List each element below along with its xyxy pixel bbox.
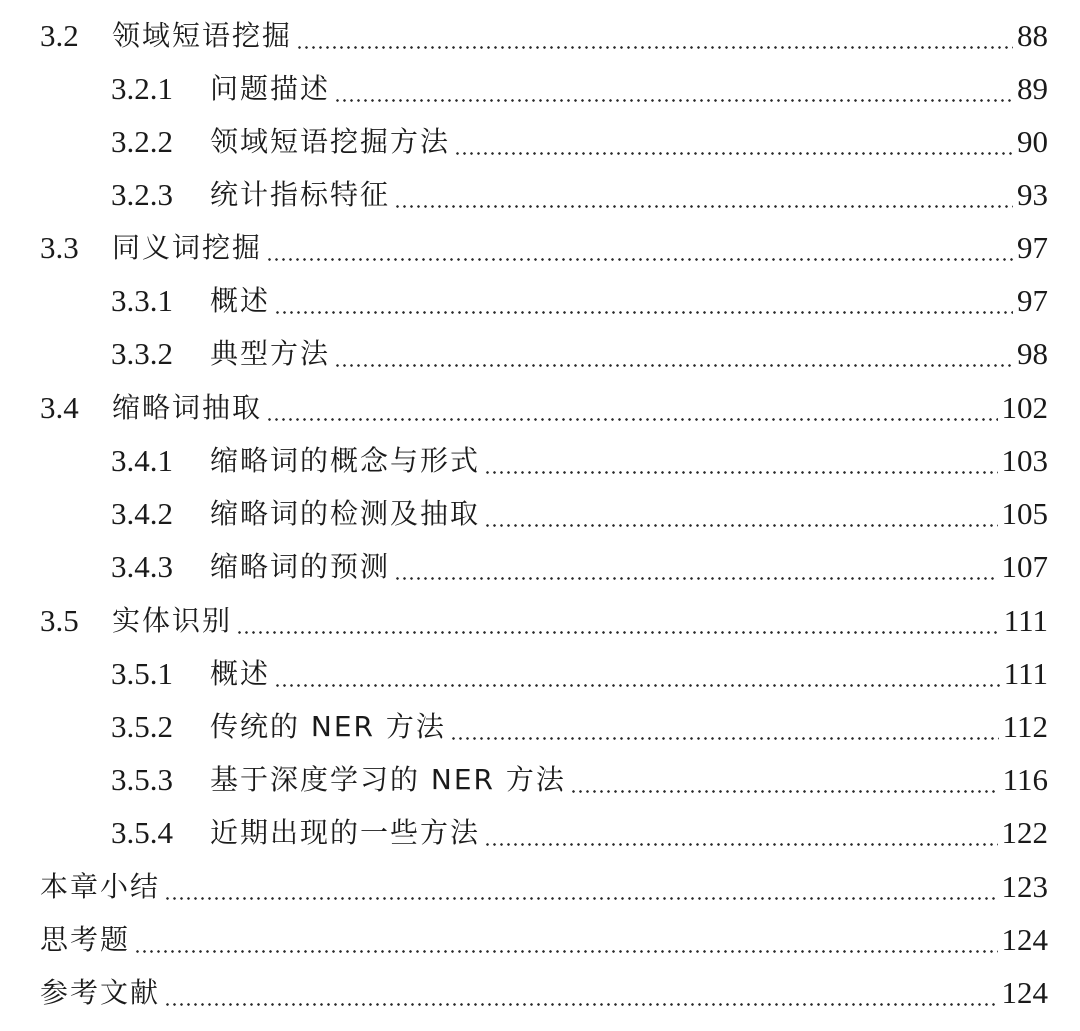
page-number: 124	[1001, 975, 1048, 1010]
page-number: 105	[1001, 496, 1048, 531]
section-title: 本章小结	[40, 870, 161, 903]
dot-leader	[484, 843, 997, 846]
section-title: 传统的 NER 方法	[210, 710, 446, 743]
dot-leader	[394, 205, 1013, 208]
dot-leader	[484, 471, 997, 474]
toc-entry[interactable]	[0, 807, 1080, 859]
toc-entry[interactable]	[0, 861, 1080, 913]
toc-entry[interactable]	[0, 222, 1080, 274]
toc-entry[interactable]	[0, 328, 1080, 380]
section-number: 3.5.3	[111, 762, 173, 797]
page-number: 124	[1001, 922, 1048, 957]
dot-leader	[454, 152, 1013, 155]
toc-entry[interactable]	[0, 10, 1080, 62]
page-number: 116	[1002, 762, 1048, 797]
dot-leader	[164, 897, 997, 900]
page-number: 112	[1002, 709, 1048, 744]
page-number: 98	[1017, 336, 1048, 371]
dot-leader	[134, 950, 997, 953]
section-title: 领域短语挖掘方法	[210, 125, 451, 158]
section-title: 领域短语挖掘	[112, 19, 293, 52]
section-number: 3.4.1	[111, 443, 173, 478]
dot-leader	[484, 524, 997, 527]
toc-entry[interactable]	[0, 701, 1080, 753]
section-title: 统计指标特征	[210, 178, 391, 211]
section-title: 近期出现的一些方法	[210, 816, 481, 849]
section-number: 3.4.3	[111, 549, 173, 584]
toc-entry[interactable]	[0, 169, 1080, 221]
section-title: 概述	[210, 657, 271, 690]
toc-entry[interactable]	[0, 914, 1080, 966]
toc-entry[interactable]	[0, 382, 1080, 434]
section-title: 缩略词的检测及抽取	[210, 497, 481, 530]
page-number: 88	[1017, 18, 1048, 53]
section-title: 概述	[210, 284, 271, 317]
page-number: 89	[1017, 71, 1048, 106]
toc-entry[interactable]	[0, 541, 1080, 593]
toc-entry[interactable]	[0, 275, 1080, 327]
section-number: 3.5	[40, 603, 79, 638]
page-number: 97	[1017, 230, 1048, 265]
toc-entry[interactable]	[0, 967, 1080, 1019]
section-number: 3.5.4	[111, 815, 173, 850]
section-title: 问题描述	[210, 72, 331, 105]
section-number: 3.2.1	[111, 71, 173, 106]
section-number: 3.3.2	[111, 336, 173, 371]
dot-leader	[236, 631, 1000, 634]
page-number: 111	[1003, 656, 1048, 691]
page-number: 123	[1001, 869, 1048, 904]
page-number: 107	[1001, 549, 1048, 584]
toc-entry[interactable]	[0, 754, 1080, 806]
section-number: 3.4	[40, 390, 79, 425]
section-number: 3.2	[40, 18, 79, 53]
section-title: 同义词挖掘	[112, 231, 263, 264]
section-number: 3.3.1	[111, 283, 173, 318]
section-title: 缩略词的概念与形式	[210, 444, 481, 477]
section-title: 缩略词抽取	[112, 391, 263, 424]
section-number: 3.5.2	[111, 709, 173, 744]
toc-entry[interactable]	[0, 595, 1080, 647]
dot-leader	[334, 99, 1013, 102]
toc-entry[interactable]	[0, 63, 1080, 115]
section-number: 3.5.1	[111, 656, 173, 691]
section-number: 3.3	[40, 230, 79, 265]
dot-leader	[394, 577, 997, 580]
toc-entry[interactable]	[0, 488, 1080, 540]
section-title: 参考文献	[40, 976, 161, 1009]
section-title: 典型方法	[210, 337, 331, 370]
page-number: 97	[1017, 283, 1048, 318]
dot-leader	[570, 790, 999, 793]
section-title: 基于深度学习的 NER 方法	[210, 763, 566, 796]
dot-leader	[266, 418, 997, 421]
dot-leader	[274, 311, 1013, 314]
page-number: 102	[1001, 390, 1048, 425]
toc-entry[interactable]	[0, 435, 1080, 487]
section-title: 实体识别	[112, 604, 233, 637]
section-title: 思考题	[40, 923, 131, 956]
page-number: 103	[1001, 443, 1048, 478]
dot-leader	[274, 684, 1000, 687]
dot-leader	[266, 258, 1013, 261]
section-number: 3.4.2	[111, 496, 173, 531]
page-number: 122	[1001, 815, 1048, 850]
toc-entry[interactable]	[0, 648, 1080, 700]
dot-leader	[164, 1003, 997, 1006]
section-title: 缩略词的预测	[210, 550, 391, 583]
toc-entry[interactable]	[0, 116, 1080, 168]
dot-leader	[450, 737, 999, 740]
section-number: 3.2.3	[111, 177, 173, 212]
section-number: 3.2.2	[111, 124, 173, 159]
dot-leader	[296, 46, 1013, 49]
page-number: 93	[1017, 177, 1048, 212]
page-number: 90	[1017, 124, 1048, 159]
dot-leader	[334, 364, 1013, 367]
page-number: 111	[1003, 603, 1048, 638]
